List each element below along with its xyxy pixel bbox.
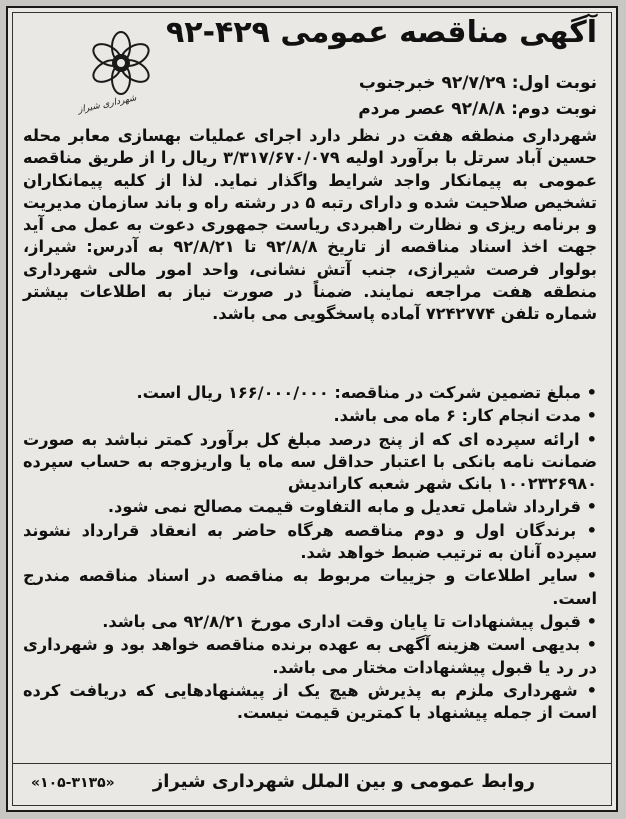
second-round-line: نوبت دوم: ۹۲/۸/۸ عصر مردم bbox=[358, 99, 597, 119]
condition-item: • مبلغ تضمین شرکت در مناقصه: ۱۶۶/۰۰۰/۰۰۰ ریال است. bbox=[23, 382, 597, 404]
notice-body bbox=[23, 125, 597, 326]
intro-paragraph: شهرداری منطقه هفت در نظر دارد اجرای عملیات بهسازی معابر محله حسین آباد سرتل با برآورد اولیه ۳/۳۱۷/۶۷۰/۰۷۹ ریال را از طریق مناقصه عمومی به پیمانکار واجد شرایط واگذار نماید. لذا از کلیه پیمانکاران تشخیص صلاحیت شده و دارای رتبه ۵ در رشته راه و باند سازمان مدیریت و برنامه ریزی و نظارت راهبردی ریاست جمهوری دعوت به عمل می آید جهت اخذ اسناد مناقصه از تاریخ ۹۲/۸/۸ تا ۹۲/۸/۲۱ به آدرس: شیراز، بولوار فرصت شیرازی، جنب آتش نشانی، واحد امور مالی شهرداری منطقه هفت مراجعه نمایند. ضمناً در صورت نیاز به اطلاعات بیشتر شماره تلفن ۷۲۴۲۷۷۴ آماده پاسخگویی می باشد. bbox=[23, 126, 597, 324]
condition-item: • سایر اطلاعات و جزییات مربوط به مناقصه در اسناد مناقصه مندرج است. bbox=[23, 565, 597, 610]
condition-item: • ارائه سپرده ای که از پنج درصد مبلغ کل برآورد کمتر نباشد به صورت ضمانت نامه بانکی با اعتبار حداقل سه ماه یا واریزوجه به حساب سپرده ۱۰۰۲۳۲۶۹۸۰ بانک شهر شعبه کاراندیش bbox=[23, 429, 597, 496]
notice-frame bbox=[12, 12, 612, 806]
condition-item: • قبول پیشنهادات تا پایان وقت اداری مورخ ۹۲/۸/۲۱ می باشد. bbox=[23, 611, 597, 633]
condition-item: • شهرداری ملزم به پذیرش هیچ یک از پیشنهادهایی که دریافت کرده است از جمله پیشنهاد با کمترین قیمت نیست. bbox=[23, 680, 597, 725]
notice-title: آگهی مناقصه عمومی ۴۲۹-۹۲ bbox=[165, 15, 597, 50]
condition-item: • مدت انجام کار: ۶ ماه می باشد. bbox=[23, 405, 597, 427]
footer-signature: روابط عمومی و بین الملل شهرداری شیراز bbox=[152, 771, 535, 792]
condition-item: • بدیهی است هزینه آگهی به عهده برنده مناقصه خواهد بود و شهرداری در رد یا قبول پیشنهادات مختار می باشد. bbox=[23, 634, 597, 679]
tender-notice bbox=[6, 6, 618, 812]
conditions-list bbox=[23, 382, 597, 725]
footer-code: «۱۰۵-۳۱۳۵» bbox=[31, 775, 115, 791]
shiraz-municipality-logo bbox=[73, 29, 169, 129]
logo-caption: شهرداری شیراز bbox=[77, 93, 138, 116]
first-round-line: نوبت اول: ۹۲/۷/۲۹ خبرجنوب bbox=[358, 73, 597, 93]
flower-emblem-icon bbox=[73, 29, 169, 99]
condition-item: • برندگان اول و دوم مناقصه هرگاه حاضر به انعقاد قرارداد نشوند سپرده آنان به ترتیب ضبط خواهد شد. bbox=[23, 520, 597, 565]
condition-item: • قرارداد شامل تعدیل و مابه التفاوت قیمت مصالح نمی شود. bbox=[23, 496, 597, 518]
footer-divider bbox=[13, 763, 611, 764]
